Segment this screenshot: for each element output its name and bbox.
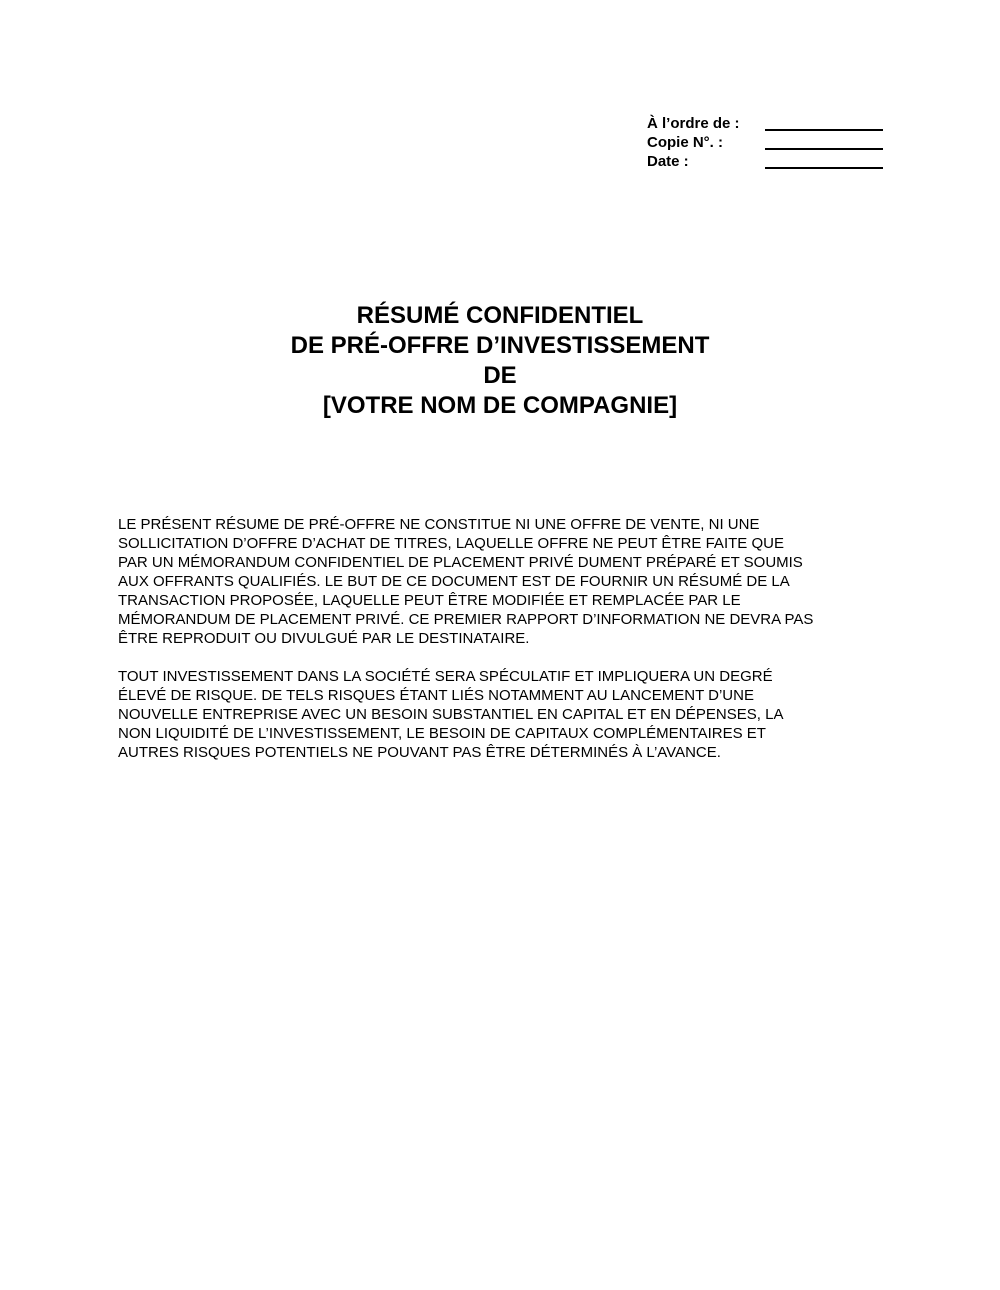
title-line: DE xyxy=(483,362,517,389)
paragraph-line: NOUVELLE ENTREPRISE AVEC UN BESOIN SUBSTANTIEL EN CAPITAL ET EN DÉPENSES, LA xyxy=(118,706,784,723)
document-title xyxy=(0,301,1000,421)
paragraph-line: ÊTRE REPRODUIT OU DIVULGUÉ PAR LE DESTINATAIRE. xyxy=(118,630,530,647)
paragraph-line: ÉLEVÉ DE RISQUE. DE TELS RISQUES ÉTANT LIÉS NOTAMMENT AU LANCEMENT D’UNE xyxy=(118,687,754,704)
paragraph-line: AUX OFFRANTS QUALIFIÉS. LE BUT DE CE DOCUMENT EST DE FOURNIR UN RÉSUMÉ DE LA xyxy=(118,573,790,590)
paragraph-line: PAR UN MÉMORANDUM CONFIDENTIEL DE PLACEMENT PRIVÉ DUMENT PRÉPARÉ ET SOUMIS xyxy=(118,554,803,571)
paragraph-line: AUTRES RISQUES POTENTIELS NE POUVANT PAS ÊTRE DÉTERMINÉS À L’AVANCE. xyxy=(118,744,721,761)
risk-paragraph xyxy=(118,667,890,762)
date-blank-line xyxy=(765,167,883,169)
paragraph-line: TRANSACTION PROPOSÉE, LAQUELLE PEUT ÊTRE MODIFIÉE ET REMPLACÉE PAR LE xyxy=(118,592,741,609)
header-fields xyxy=(647,114,887,171)
paragraph-line: LE PRÉSENT RÉSUME DE PRÉ-OFFRE NE CONSTITUE NI UNE OFFRE DE VENTE, NI UNE xyxy=(118,516,760,533)
paragraph-line: TOUT INVESTISSEMENT DANS LA SOCIÉTÉ SERA SPÉCULATIF ET IMPLIQUERA UN DEGRÉ xyxy=(118,668,773,685)
field-row-copy-number xyxy=(647,133,887,152)
paragraph-line: MÉMORANDUM DE PLACEMENT PRIVÉ. CE PREMIER RAPPORT D’INFORMATION NE DEVRA PAS xyxy=(118,611,814,628)
copy-number-label: Copie N°. : xyxy=(647,134,723,151)
paragraph-line: NON LIQUIDITÉ DE L’INVESTISSEMENT, LE BESOIN DE CAPITAUX COMPLÉMENTAIRES ET xyxy=(118,725,766,742)
title-line: DE PRÉ-OFFRE D’INVESTISSEMENT xyxy=(290,332,710,359)
document-body xyxy=(118,515,890,781)
paragraph-line: SOLLICITATION D’OFFRE D’ACHAT DE TITRES, LAQUELLE OFFRE NE PEUT ÊTRE FAITE QUE xyxy=(118,535,784,552)
title-line: RÉSUMÉ CONFIDENTIEL xyxy=(356,302,644,329)
copy-number-blank-line xyxy=(765,148,883,150)
date-label: Date : xyxy=(647,153,689,170)
title-line: [VOTRE NOM DE COMPAGNIE] xyxy=(322,392,678,419)
addressee-label: À l’ordre de : xyxy=(647,115,740,132)
field-row-addressee xyxy=(647,114,887,133)
disclaimer-paragraph xyxy=(118,515,890,648)
addressee-blank-line xyxy=(765,129,883,131)
field-row-date xyxy=(647,152,887,171)
